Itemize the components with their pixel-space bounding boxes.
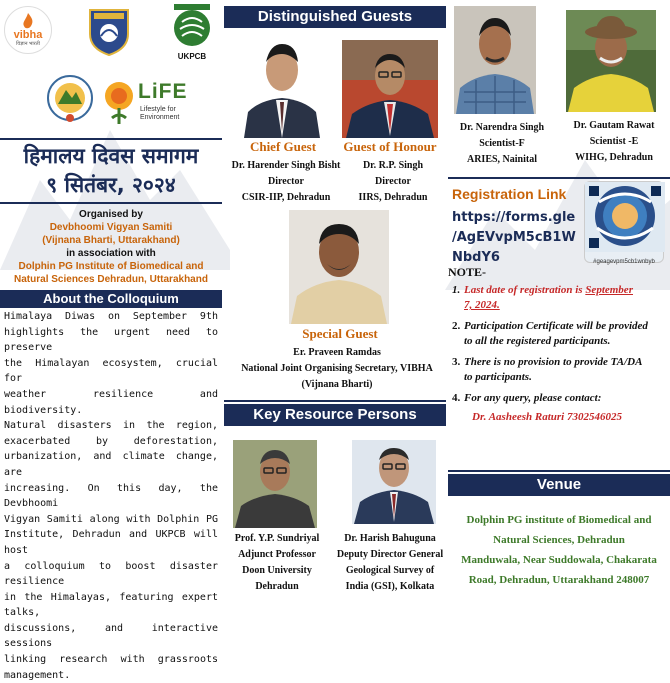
organised-by-label: Organised by bbox=[79, 209, 143, 220]
note-list bbox=[452, 283, 668, 425]
venue-line-4: Road, Dehradun, Uttarakhand 248007 bbox=[468, 574, 650, 586]
note-item-4 bbox=[452, 391, 668, 406]
venue-line-1: Dolphin PG institute of Biomedical and bbox=[466, 514, 652, 526]
guest-of-honour-photo bbox=[342, 40, 438, 138]
resource-person-1-info bbox=[222, 531, 332, 595]
note-item-1-date-cont: 7, 2024. bbox=[464, 299, 500, 311]
scientist-2-info bbox=[558, 118, 670, 166]
ukpcb-logo-text: UKPCB bbox=[177, 52, 207, 61]
guests-heading: Distinguished Guests bbox=[224, 6, 446, 28]
note-number-2: 2. bbox=[452, 320, 461, 332]
note-item-3-line1: There is no provision to provide TA/DA bbox=[464, 356, 643, 368]
left-divider-mid bbox=[0, 202, 222, 204]
note-number-3: 3. bbox=[452, 356, 461, 368]
event-date-hindi: ९ सितंबर, २०२४ bbox=[46, 173, 176, 197]
contact-info[interactable]: Dr. Aasheesh Raturi 7302546025 bbox=[472, 411, 622, 423]
note-item-1-prefix: Last date of registration is bbox=[464, 284, 586, 296]
venue-address bbox=[448, 510, 670, 590]
note-item-3 bbox=[452, 355, 668, 385]
partner-name-line2: Natural Sciences Dehradun, Uttarakhand bbox=[14, 274, 208, 285]
registration-link-line2[interactable]: /AgEVvpM5cB1W bbox=[452, 230, 576, 245]
note-item-3-line2: to participants. bbox=[464, 371, 532, 383]
resource-person-2-org: Geological Survey of bbox=[345, 565, 435, 576]
note-number-4: 4. bbox=[452, 392, 461, 404]
registration-link[interactable] bbox=[452, 208, 578, 268]
resource-person-2-photo bbox=[352, 440, 436, 524]
special-guest-org: (Vijnana Bharti) bbox=[301, 379, 373, 390]
scientist-2-photo bbox=[566, 10, 656, 112]
vibha-logo-text: vibha bbox=[13, 29, 43, 41]
note-item-3-text bbox=[464, 355, 642, 385]
resource-divider bbox=[224, 400, 446, 402]
chief-guest-role: Chief Guest bbox=[249, 139, 317, 154]
registration-link-line1[interactable]: https://forms.gle bbox=[452, 210, 576, 225]
note-item-2-line1: Participation Certificate will be provided bbox=[464, 320, 648, 332]
about-line: discussions, and interactive sessions bbox=[4, 622, 218, 650]
about-line: urbanization, and climate change, are bbox=[4, 451, 218, 478]
qr-code-icon bbox=[585, 182, 665, 252]
qr-caption: #geagevpm5cb1wnbyb bbox=[593, 259, 655, 265]
resource-person-1-city: Dehradun bbox=[255, 581, 299, 592]
venue-heading: Venue bbox=[448, 474, 670, 496]
guest-of-honour-title: Director bbox=[375, 176, 411, 187]
venue-line-2: Natural Sciences, Dehradun bbox=[493, 534, 625, 546]
scientist-1-org: ARIES, Nainital bbox=[466, 154, 537, 165]
about-line: highlights the urgent need to preserve bbox=[4, 326, 218, 354]
note-item-2-line2: to all the registered participants. bbox=[464, 335, 611, 347]
guest-of-honour-org: IIRS, Dehradun bbox=[358, 192, 428, 203]
about-line: weather resilience and biodiversity. bbox=[4, 388, 218, 416]
special-guest-name: Er. Praveen Ramdas bbox=[293, 347, 381, 358]
chief-guest-org: CSIR-IIP, Dehradun bbox=[241, 192, 331, 203]
scientist-2-org: WIHG, Dehradun bbox=[575, 152, 653, 163]
resource-person-1-org: Doon University bbox=[242, 565, 312, 576]
about-line: Natural disasters in the region, bbox=[4, 420, 218, 432]
note-number-1: 1. bbox=[452, 284, 461, 296]
guest-of-honour-name: Dr. R.P. Singh bbox=[362, 160, 424, 171]
scientist-1-info bbox=[446, 120, 558, 168]
note-item-2-text bbox=[464, 319, 648, 349]
note-heading: NOTE- bbox=[448, 265, 487, 279]
venue-divider bbox=[448, 470, 670, 472]
resource-person-2-city: India (GSI), Kolkata bbox=[345, 581, 435, 592]
note-item-1-text bbox=[464, 283, 633, 313]
about-line: in the Himalayas, featuring expert talks, bbox=[4, 591, 218, 619]
about-line: a colloquium to boost disaster resilience bbox=[4, 560, 218, 588]
organiser-affiliation: (Vijnana Bharti, Uttarakhand) bbox=[42, 235, 180, 246]
life-logo-subtext: Lifestyle for Environment bbox=[140, 106, 180, 121]
right-divider-top bbox=[448, 177, 670, 179]
dolphin-institute-logo bbox=[86, 6, 132, 56]
resource-person-1-photo bbox=[233, 440, 317, 528]
flame-icon bbox=[20, 12, 36, 30]
seal-logo bbox=[46, 72, 94, 130]
about-line: the Himalayan ecosystem, crucial for bbox=[4, 357, 218, 385]
about-line: Vigyan Samiti along with Dolphin PG bbox=[4, 513, 218, 525]
venue-line-3: Manduwala, Near Suddowala, Chakarata bbox=[461, 554, 657, 566]
event-title-hindi: हिमालय दिवस समागम bbox=[23, 144, 199, 168]
resource-person-2-name: Dr. Harish Bahuguna bbox=[344, 533, 436, 544]
resource-heading: Key Resource Persons bbox=[224, 404, 446, 426]
registration-link-line3[interactable]: NbdY6 bbox=[452, 250, 500, 265]
guest-of-honour-info bbox=[340, 158, 446, 206]
scientist-2-title: Scientist -E bbox=[589, 136, 639, 147]
about-line: Himalaya Diwas on September 9th bbox=[4, 311, 218, 322]
vibha-logo bbox=[4, 6, 52, 54]
about-line: Institute, Dehradun and UKPCB will host bbox=[4, 529, 218, 556]
chief-guest-title: Director bbox=[268, 176, 304, 187]
resource-person-2-title: Deputy Director General bbox=[336, 549, 444, 560]
note-item-2 bbox=[452, 319, 668, 349]
guest-of-honour-role: Guest of Honour bbox=[343, 139, 437, 154]
scientist-2-name: Dr. Gautam Rawat bbox=[573, 120, 655, 131]
ukpcb-logo bbox=[168, 4, 216, 61]
special-guest-title: National Joint Organising Secretary, VIBHA bbox=[241, 363, 433, 374]
scientist-1-title: Scientist-F bbox=[479, 138, 525, 149]
registration-qr-code[interactable] bbox=[584, 181, 664, 263]
about-line: exacerbated by deforestation, bbox=[4, 435, 218, 447]
special-guest-photo bbox=[289, 210, 389, 324]
resource-person-1-name: Prof. Y.P. Sundriyal bbox=[234, 533, 320, 544]
special-guest-role: Special Guest bbox=[302, 326, 378, 341]
about-text bbox=[4, 309, 218, 683]
scientist-1-name: Dr. Narendra Singh bbox=[459, 122, 545, 133]
note-item-1-date: September bbox=[585, 284, 633, 296]
vibha-logo-subtext: विज्ञान भारती bbox=[16, 41, 40, 47]
chief-guest-info bbox=[226, 158, 346, 206]
left-divider-top bbox=[0, 138, 222, 140]
chief-guest-photo bbox=[240, 32, 324, 138]
about-line: linking research with grassroots bbox=[4, 654, 218, 666]
association-label: in association with bbox=[66, 248, 156, 259]
resource-person-2-info bbox=[332, 531, 448, 595]
chief-guest-name: Dr. Harender Singh Bisht bbox=[231, 160, 341, 171]
note-item-4-text: For any query, please contact: bbox=[464, 392, 602, 404]
special-guest-info bbox=[226, 345, 448, 393]
scientist-1-photo bbox=[454, 6, 536, 114]
partner-name-line1: Dolphin PG Institute of Biomedical and bbox=[18, 261, 204, 272]
resource-person-1-title: Adjunct Professor bbox=[238, 549, 316, 560]
about-line: management. bbox=[4, 669, 71, 681]
registration-heading: Registration Link bbox=[452, 186, 567, 202]
about-heading: About the Colloquium bbox=[0, 290, 222, 308]
about-line: increasing. On this day, the Devbhoomi bbox=[4, 482, 218, 510]
life-logo-text: LiFE bbox=[138, 80, 188, 103]
organiser-name: Devbhoomi Vigyan Samiti bbox=[49, 222, 173, 233]
life-logo bbox=[102, 76, 198, 128]
note-item-1 bbox=[452, 283, 668, 313]
